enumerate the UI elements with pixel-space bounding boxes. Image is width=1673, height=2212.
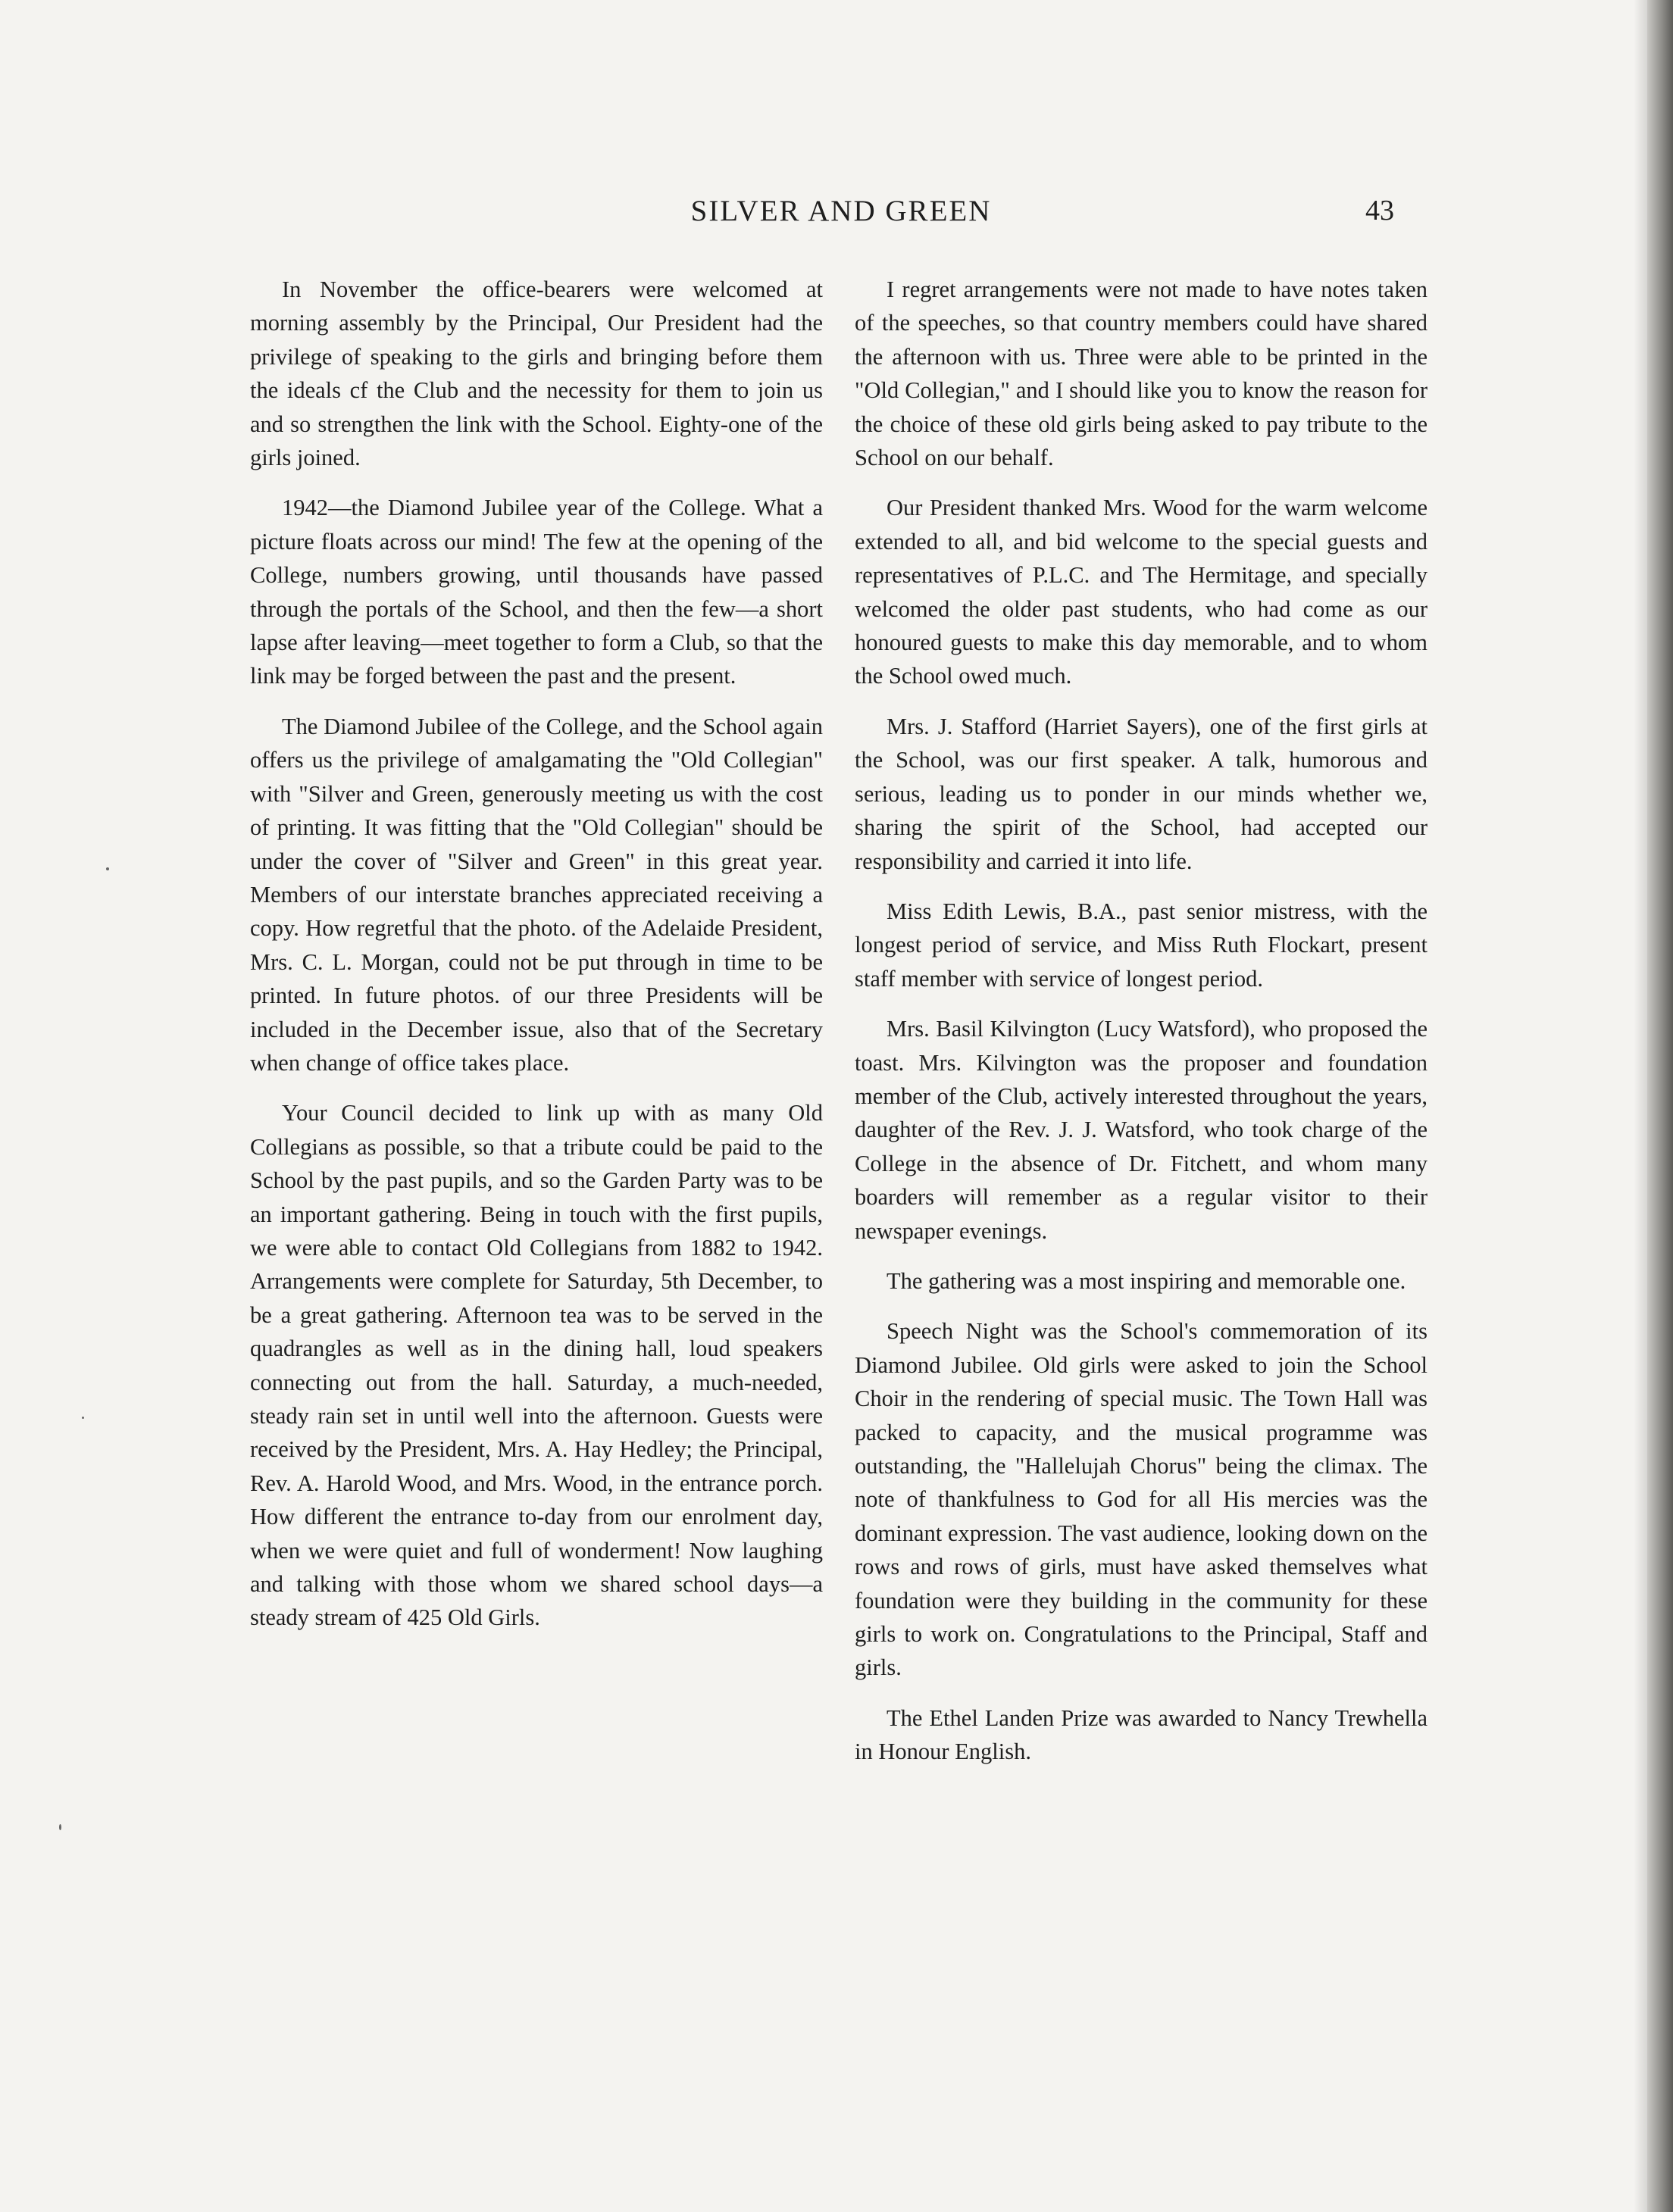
page-number: 43 bbox=[1365, 195, 1394, 227]
paragraph: The gathering was a most inspiring and memorable one. bbox=[887, 1267, 1406, 1294]
paper-speck bbox=[82, 1417, 84, 1419]
right-column bbox=[855, 273, 1428, 1786]
paragraph: Mrs. Basil Kilvington (Lucy Watsford), who proposed the toast. Mrs. Kilvington was the proposer and foundation member of the Club, actively interested throughout the years, daughter of the Rev. J. J. Watsford, who took charge of the College in the absence of Dr. Fitchett, and whom many boarders will remember as a regular visitor to their newspaper evenings. bbox=[855, 1016, 1428, 1244]
paragraph: 1942—the Diamond Jubilee year of the College. What a picture floats across our mind! The few at the opening of the College, numbers growing, until thousands have passed through the portals of the School, and then the few—a short lapse after leaving—meet together to form a Club, so that the link may be forged between the past and the present. bbox=[250, 495, 823, 689]
paragraph: The Ethel Landen Prize was awarded to Nancy Trewhella in Honour English. bbox=[855, 1704, 1428, 1765]
paper-speck bbox=[59, 1824, 61, 1830]
running-title: SILVER AND GREEN bbox=[690, 195, 992, 227]
paragraph: In November the office-bearers were welcomed at morning assembly by the Principal, Our President had the privilege of speaking to the girls and bringing before them the ideals cf the Club and the necessity for them to join us and so strengthen the link with the School. Eighty-one of the girls joined. bbox=[250, 276, 823, 471]
paragraph: Our President thanked Mrs. Wood for the warm welcome extended to all, and bid welcome to the special guests and representatives of P.L.C. and The Hermitage, and specially welcomed the older past students, who had come as our honoured guests to make this day memorable, and to whom the School owed much. bbox=[855, 495, 1428, 689]
paragraph: Your Council decided to link up with as many Old Collegians as possible, so that a tribute could be paid to the School by the past pupils, and so the Garden Party was to be an important gathering. Being in touch with the first pupils, we were able to contact Old Collegians from 1882 to 1942. Arrangements were complete for Saturday, 5th December, to be a great gathering. Afternoon tea was to be served in the quadrangles as well as in the dining hall, loud speakers connecting out from the hall. Saturday, a much-needed, steady rain set in until well into the afternoon. Guests were received by the President, Mrs. A. Hay Hedley; the Principal, Rev. A. Harold Wood, and Mrs. Wood, in the entrance porch. How different the entrance to-day from our enrolment day, when we were quiet and full of wonderment! Now laughing and talking with those whom we shared school days—a steady stream of 425 Old Girls. bbox=[250, 1100, 823, 1631]
paragraph: The Diamond Jubilee of the College, and the School again offers us the privilege of amalgamating the "Old Collegian" with "Silver and Green, generously meeting us with the cost of printing. It was fitting that the "Old Collegian" should be under the cover of "Silver and Green" in this great year. Members of our interstate branches appreciated receiving a copy. How regretful that the photo. of the Adelaide President, Mrs. C. L. Morgan, could not be put through in time to be printed. In future photos. of our three Presidents will be included in the December issue, also that of the Secretary when change of office takes place. bbox=[250, 713, 823, 1076]
paragraph: Miss Edith Lewis, B.A., past senior mistress, with the longest period of service, and Miss Ruth Flockart, present staff member with service of longest period. bbox=[855, 898, 1428, 992]
page-edge-shadow bbox=[1634, 0, 1647, 2212]
page-gutter bbox=[1647, 0, 1673, 2212]
paragraph: Speech Night was the School's commemoration of its Diamond Jubilee. Old girls were asked to join the School Choir in the rendering of special music. The Town Hall was packed to capacity, and the musical programme was outstanding, the "Hallelujah Chorus" being the climax. The note of thankfulness to God for all His mercies was the dominant expression. The vast audience, looking down on the rows and rows of girls, must have asked themselves what foundation were they building in the community for these girls to work on. Congratulations to the Principal, Staff and girls. bbox=[855, 1318, 1428, 1681]
paragraph: I regret arrangements were not made to have notes taken of the speeches, so that country members could have shared the afternoon with us. Three were able to be printed in the "Old Collegian," and I should like you to know the reason for the choice of these old girls being asked to pay tribute to the School on our behalf. bbox=[855, 276, 1428, 471]
paragraph: Mrs. J. Stafford (Harriet Sayers), one of the first girls at the School, was our first speaker. A talk, humorous and serious, leading us to ponder in our minds whether we, sharing the spirit of the School, had accepted our responsibility and carried it into life. bbox=[855, 713, 1428, 874]
running-head bbox=[250, 194, 1432, 239]
paper-speck bbox=[106, 867, 109, 870]
left-column bbox=[250, 273, 823, 1651]
